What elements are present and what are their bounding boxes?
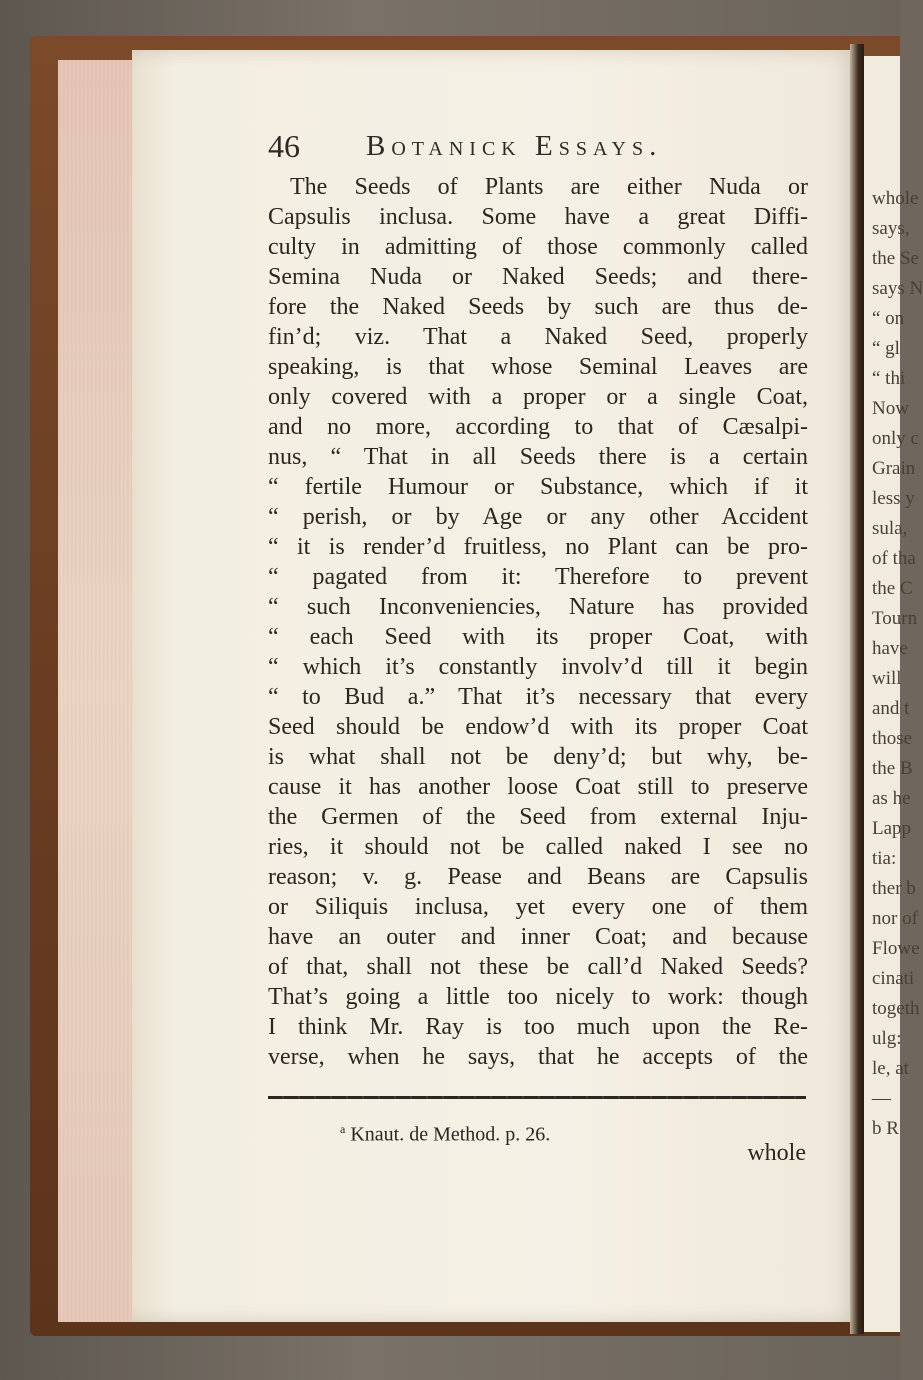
facing-page-line: the Se (872, 248, 919, 269)
text-line: reason; v. g. Pease and Beans are Capsulis (268, 864, 808, 890)
facing-page-line: — (872, 1088, 891, 1109)
text-line: cause it has another loose Coat still to preserve (268, 774, 808, 800)
text-line: the Germen of the Seed from external Inju- (268, 804, 808, 830)
facing-page-line: “ thi (872, 368, 906, 389)
facing-page-line: Tourn (872, 608, 918, 629)
facing-page-fragments (864, 184, 923, 1144)
facing-page-line: the C (872, 578, 913, 599)
text-line: or Siliquis inclusa, yet every one of them (268, 894, 808, 920)
facing-page-line: Now (872, 398, 909, 419)
facing-page-line: those (872, 728, 913, 749)
facing-page-line: Grain (872, 458, 916, 479)
text-line: “ perish, or by Age or any other Accident (268, 504, 808, 530)
footnote-text: Knaut. de Method. p. 26. (350, 1123, 551, 1146)
facing-page (864, 56, 923, 1332)
text-line: of that, shall not these be call’d Naked Seeds? (268, 954, 808, 980)
facing-page-line: and t (872, 698, 910, 719)
text-line: Capsulis inclusa. Some have a great Diffi- (268, 204, 808, 230)
text-line: Semina Nuda or Naked Seeds; and there- (268, 264, 808, 290)
text-line: fore the Naked Seeds by such are thus de- (268, 294, 808, 320)
body-text (268, 172, 808, 1072)
text-line: “ it is render’d fruitless, no Plant can be pro- (268, 534, 808, 560)
footnote-marker: a (340, 1122, 346, 1136)
facing-page-line: tia: (872, 848, 897, 869)
page-header (268, 126, 708, 166)
catchword: whole (747, 1140, 806, 1166)
text-line: ries, it should not be called naked I see no (268, 834, 808, 860)
facing-page-line: ulg: (872, 1028, 902, 1049)
facing-page-line: b R (872, 1118, 899, 1139)
text-line: “ such Inconveniencies, Nature has provided (268, 594, 808, 620)
footnote-rule (268, 1096, 806, 1099)
facing-page-line: whole (872, 188, 919, 209)
facing-page-line: togeth (872, 998, 920, 1019)
page-number: 46 (268, 128, 300, 164)
facing-page-line: le, at (872, 1058, 909, 1079)
text-line: speaking, is that whose Seminal Leaves are (268, 354, 808, 380)
text-line: “ to Bud a.” That it’s necessary that every (268, 684, 808, 710)
facing-page-line: have (872, 638, 908, 659)
facing-page-line: of tha (872, 548, 916, 569)
facing-page-line: nor of (872, 908, 918, 929)
text-line: “ fertile Humour or Substance, which if it (268, 474, 808, 500)
text-line: “ pagated from it: Therefore to prevent (268, 564, 808, 590)
text-line: and no more, according to that of Cæsalpi- (268, 414, 808, 440)
facing-page-line: only c (872, 428, 919, 449)
facing-page-line: “ on (872, 308, 905, 329)
text-line: I think Mr. Ray is too much upon the Re- (268, 1014, 808, 1040)
text-line: nus, “ That in all Seeds there is a certain (268, 444, 808, 470)
facing-page-line: ther b (872, 878, 916, 899)
facing-page-line: “ gl (872, 338, 900, 359)
facing-page-line: says, (872, 218, 910, 239)
facing-page-line: the B (872, 758, 913, 779)
facing-page-line: Lapp (872, 818, 912, 839)
text-line: is what shall not be deny’d; but why, be- (268, 744, 808, 770)
text-line: fin’d; viz. That a Naked Seed, properly (268, 324, 808, 350)
text-line: have an outer and inner Coat; and because (268, 924, 808, 950)
text-line: culty in admitting of those commonly called (268, 234, 808, 260)
book-gutter (850, 44, 864, 1334)
text-line: The Seeds of Plants are either Nuda or (290, 174, 808, 200)
text-line: That’s going a little too nicely to work: though (268, 984, 808, 1010)
text-line: verse, when he says, that he accepts of the (268, 1044, 808, 1070)
facing-page-line: says N (872, 278, 923, 299)
facing-page-line: Flowe (872, 938, 920, 959)
facing-page-line: will (872, 668, 902, 689)
text-line: only covered with a proper or a single Coat, (268, 384, 808, 410)
facing-page-line: sula, (872, 518, 908, 539)
text-line: “ each Seed with its proper Coat, with (268, 624, 808, 650)
facing-page-line: as he (872, 788, 911, 809)
facing-page-line: less y (872, 488, 915, 509)
page-edges (58, 60, 138, 1322)
footnote (340, 1116, 550, 1148)
running-head: Botanick Essays. (366, 130, 663, 162)
text-line: “ which it’s constantly involv’d till it begin (268, 654, 808, 680)
text-line: Seed should be endow’d with its proper Coat (268, 714, 808, 740)
facing-page-line: cinati (872, 968, 915, 989)
